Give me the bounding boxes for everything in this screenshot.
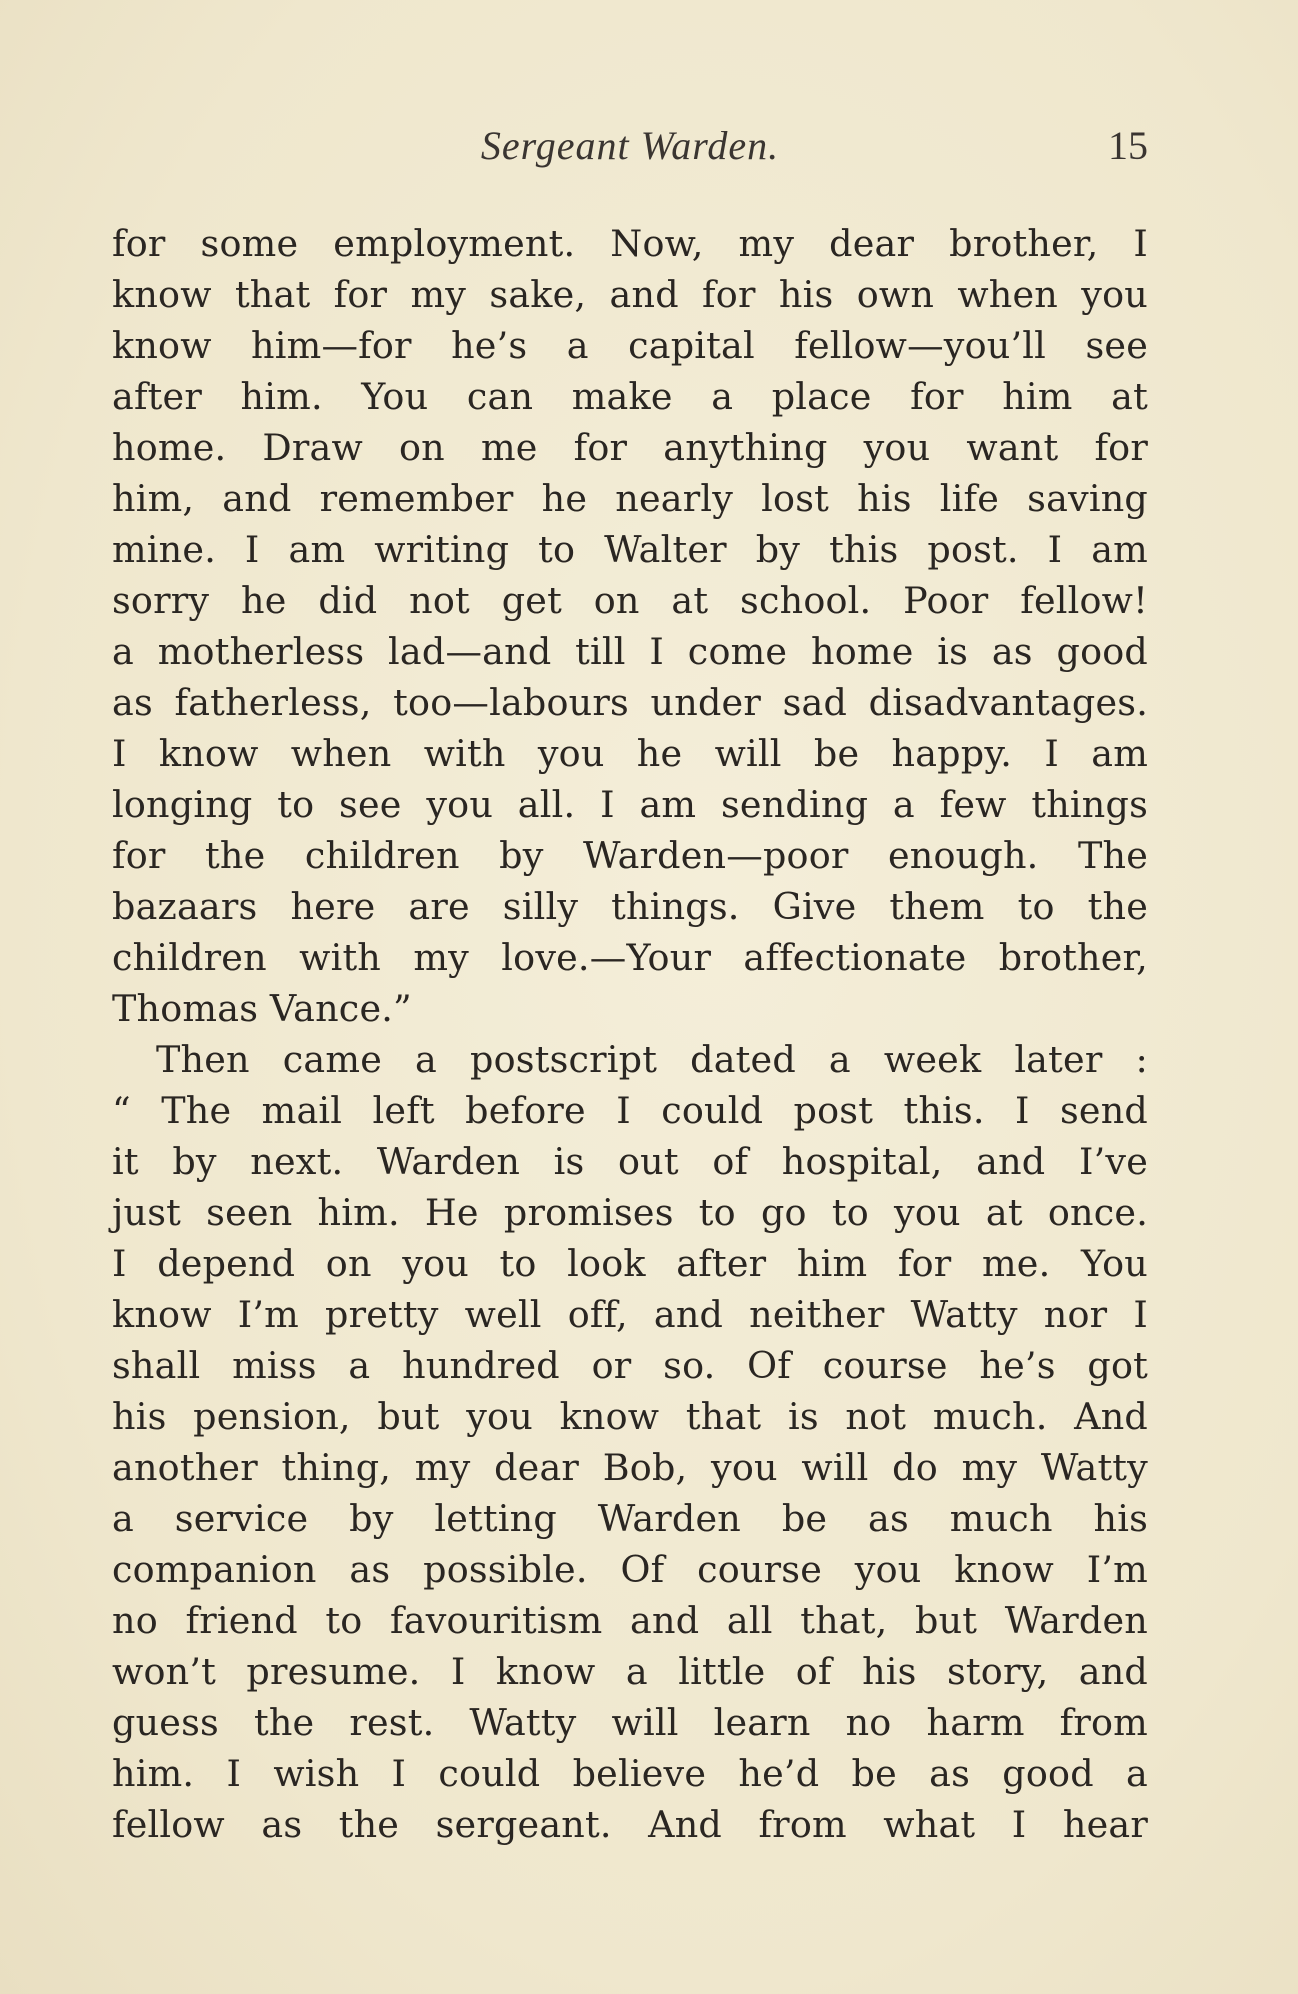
text-line: another thing, my dear Bob, you will do my Watty <box>112 1446 1148 1489</box>
text-line: shall miss a hundred or so. Of course he’s got <box>112 1344 1148 1387</box>
text-line: a service by letting Warden be as much his <box>112 1497 1148 1540</box>
text-line: his pension, but you know that is not much. And <box>112 1395 1148 1438</box>
text-line: know that for my sake, and for his own when you <box>112 273 1148 316</box>
text-line: just seen him. He promises to go to you at once. <box>112 1191 1148 1234</box>
text-line: Thomas Vance.” <box>112 987 412 1030</box>
page-header <box>112 122 1148 174</box>
text-line: sorry he did not get on at school. Poor fellow! <box>112 579 1148 622</box>
text-line: mine. I am writing to Walter by this post. I am <box>112 528 1148 571</box>
text-line: guess the rest. Watty will learn no harm from <box>112 1701 1148 1744</box>
text-line: longing to see you all. I am sending a few things <box>112 783 1148 826</box>
page-number: 15 <box>1108 123 1148 168</box>
text-line: Then came a postscript dated a week later : <box>156 1038 1148 1081</box>
text-line: home. Draw on me for anything you want for <box>112 426 1148 469</box>
text-line: companion as possible. Of course you know I’m <box>112 1548 1148 1591</box>
text-line: children with my love.—Your affectionate brother, <box>112 936 1148 979</box>
text-line: I depend on you to look after him for me. You <box>112 1242 1148 1285</box>
text-line: “ The mail left before I could post this. I send <box>112 1089 1148 1132</box>
text-line: after him. You can make a place for him at <box>112 375 1148 418</box>
body-text <box>112 218 1148 1850</box>
text-line: won’t presume. I know a little of his story, and <box>112 1650 1148 1693</box>
text-line: no friend to favouritism and all that, but Warden <box>112 1599 1148 1642</box>
text-line: a motherless lad—and till I come home is as good <box>112 630 1148 673</box>
text-line: for some employment. Now, my dear brother, I <box>112 222 1148 265</box>
text-line: know I’m pretty well off, and neither Watty nor I <box>112 1293 1148 1336</box>
running-title: Sergeant Warden. <box>480 123 780 168</box>
text-line: it by next. Warden is out of hospital, and I’ve <box>112 1140 1148 1183</box>
text-line: bazaars here are silly things. Give them to the <box>112 885 1148 928</box>
text-line: for the children by Warden—poor enough. The <box>112 834 1148 877</box>
text-line: I know when with you he will be happy. I am <box>112 732 1148 775</box>
text-line: know him—for he’s a capital fellow—you’ll see <box>112 324 1148 367</box>
text-line: as fatherless, too—labours under sad disadvantages. <box>112 681 1148 724</box>
text-line: him, and remember he nearly lost his life saving <box>112 477 1148 520</box>
text-line: fellow as the sergeant. And from what I hear <box>112 1803 1148 1846</box>
text-line: him. I wish I could believe he’d be as good a <box>112 1752 1148 1795</box>
